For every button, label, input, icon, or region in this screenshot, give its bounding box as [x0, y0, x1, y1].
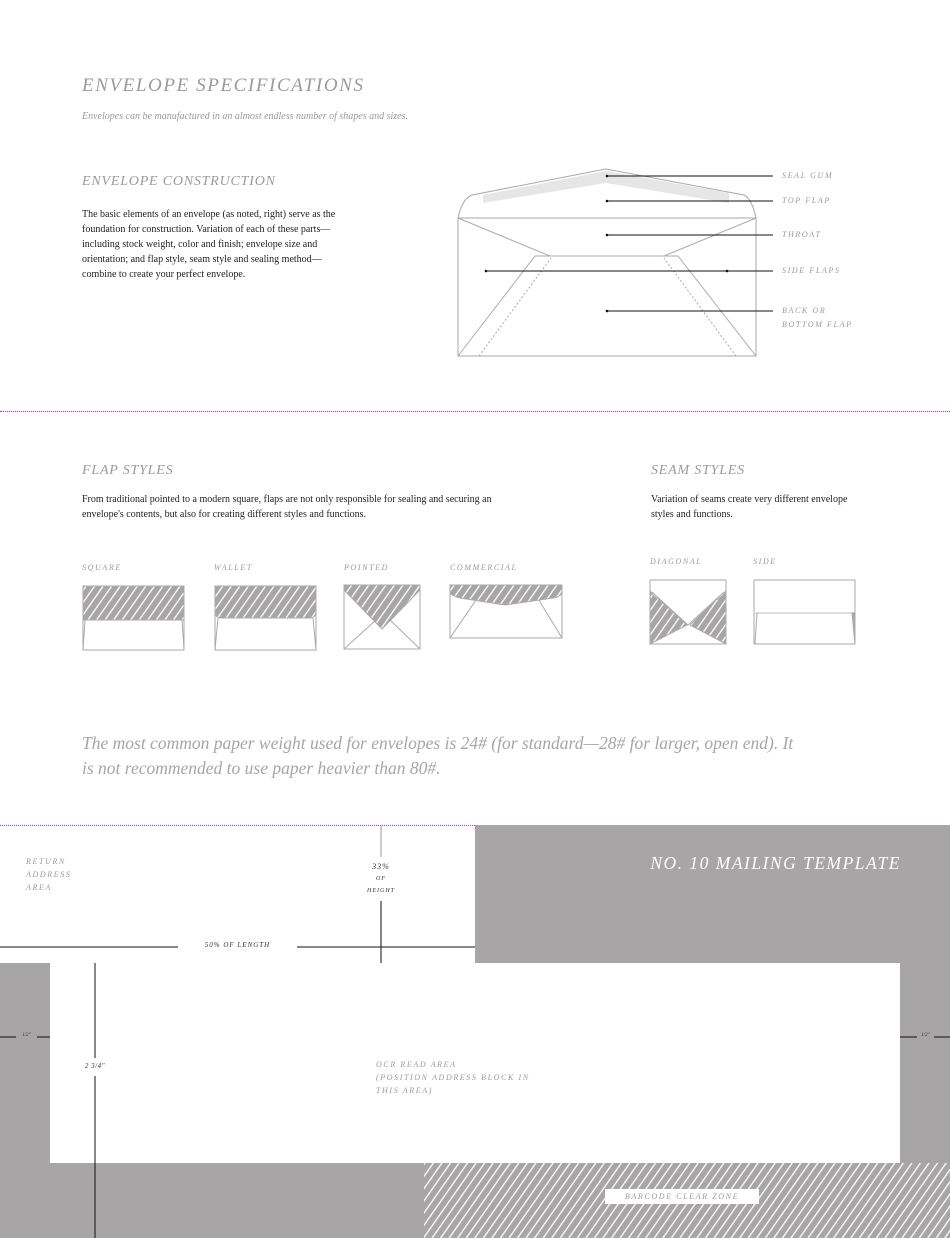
- return-address-line: ADDRESS: [26, 870, 72, 879]
- height-pct: 33%: [372, 862, 390, 871]
- barcode-clear-zone: BARCODE CLEAR ZONE: [605, 1189, 759, 1204]
- page-subtitle: Envelopes can be manufactured in an almost endless number of shapes and sizes.: [82, 111, 408, 122]
- ocr-line: (POSITION ADDRESS BLOCK IN: [376, 1073, 530, 1082]
- construction-heading: ENVELOPE CONSTRUCTION: [82, 174, 276, 189]
- ocr-line: THIS AREA): [376, 1086, 433, 1095]
- flap-label-wallet: WALLET: [214, 563, 253, 572]
- vertical-dimension-label: 2 3/4": [84, 1062, 106, 1070]
- ocr-line: OCR READ AREA: [376, 1060, 457, 1069]
- template-title: NO. 10 MAILING TEMPLATE: [650, 853, 901, 873]
- paper-weight-quote: The most common paper weight used for envelopes is 24# (for standard—28# for larger, open end). It is not recommended to use paper heavier than 80#.: [82, 733, 794, 778]
- return-address-line: AREA: [26, 883, 52, 892]
- page-title: ENVELOPE SPECIFICATIONS: [82, 75, 365, 96]
- seam-styles-heading: SEAM STYLES: [651, 463, 745, 478]
- construction-body: The basic elements of an envelope (as noted, right) serve as the foundation for construction. Variation of each of these parts—including stock weight, color and finish; envelope size and orientation; and flap style, seam style and sealing method—combine to create your perfect envelope.: [82, 209, 336, 280]
- label-seal-gum: SEAL GUM: [782, 171, 834, 180]
- ocr-label: [376, 1058, 530, 1097]
- right-margin-label: 1/2": [921, 1033, 930, 1038]
- flap-styles-body: From traditional pointed to a modern square, flaps are not only responsible for sealing and securing an envelope's contents, but also for creating different styles and functions.: [82, 494, 492, 520]
- height-word: HEIGHT: [367, 888, 395, 894]
- label-bottom-flap: BOTTOM FLAP: [782, 320, 853, 329]
- seam-label-side: SIDE: [753, 557, 777, 566]
- flap-label-square: SQUARE: [82, 563, 122, 572]
- left-margin-label: 1/2": [22, 1033, 31, 1038]
- label-throat: THROAT: [782, 230, 822, 239]
- label-top-flap: TOP FLAP: [782, 196, 831, 205]
- height-dimension-label: [351, 861, 411, 897]
- return-address-line: RETURN: [26, 857, 66, 866]
- label-side-flaps: SIDE FLAPS: [782, 266, 841, 275]
- flap-styles-heading: FLAP STYLES: [82, 463, 174, 478]
- flap-label-commercial: COMMERCIAL: [450, 563, 518, 572]
- length-dimension-label: 50% OF LENGTH: [204, 941, 271, 949]
- height-of: OF: [376, 876, 386, 882]
- flap-label-pointed: POINTED: [344, 563, 389, 572]
- seam-styles-body: Variation of seams create very different envelope styles and functions.: [651, 494, 848, 520]
- label-back-or: BACK OR: [782, 306, 827, 315]
- seam-label-diagonal: DIAGONAL: [650, 557, 703, 566]
